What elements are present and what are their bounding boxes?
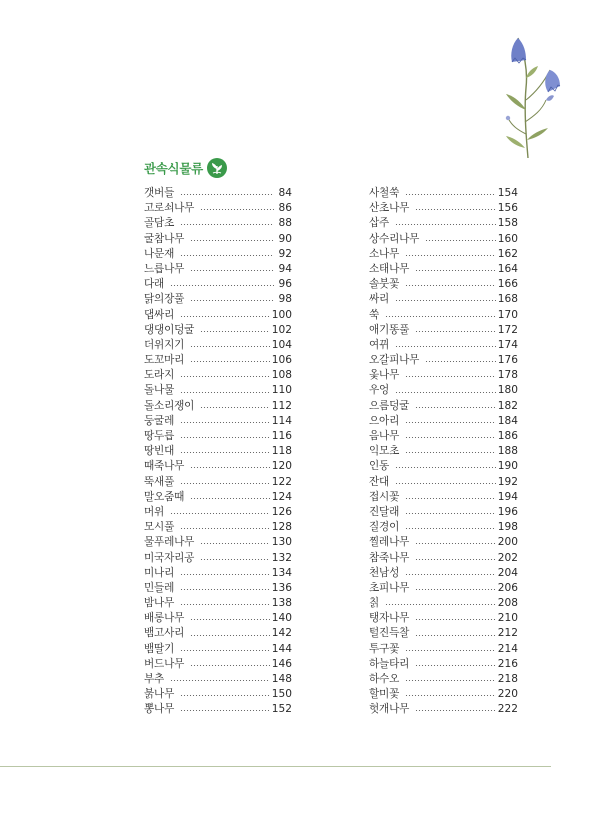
toc-entry[interactable] bbox=[144, 672, 292, 687]
dot-leader bbox=[190, 346, 270, 347]
toc-entry-page: 84 bbox=[278, 187, 292, 199]
toc-entry[interactable] bbox=[144, 201, 292, 216]
toc-entry[interactable] bbox=[144, 308, 292, 323]
dot-leader bbox=[405, 695, 496, 696]
toc-entry[interactable] bbox=[144, 262, 292, 277]
toc-entry[interactable] bbox=[369, 672, 518, 687]
dot-leader bbox=[180, 528, 270, 529]
toc-entry-page: 214 bbox=[497, 642, 518, 655]
toc-entry-page: 200 bbox=[497, 536, 518, 549]
toc-entry[interactable] bbox=[144, 247, 292, 262]
dot-leader bbox=[395, 346, 496, 347]
toc-entry-name: 하늘타리 bbox=[369, 657, 410, 670]
toc-entry-page: 122 bbox=[271, 475, 292, 488]
toc-entry[interactable] bbox=[369, 201, 518, 216]
toc-entry-name: 상수리나무 bbox=[369, 232, 420, 245]
dot-leader bbox=[190, 361, 270, 362]
toc-entry[interactable] bbox=[144, 520, 292, 535]
toc-entry-name: 물푸레나무 bbox=[144, 536, 195, 549]
toc-entry-page: 118 bbox=[271, 445, 292, 458]
toc-entry-name: 음나무 bbox=[369, 430, 400, 442]
dot-leader bbox=[200, 407, 270, 408]
dot-leader bbox=[190, 665, 270, 666]
toc-entry-page: 134 bbox=[271, 566, 292, 579]
toc-entry-page: 160 bbox=[497, 232, 518, 245]
toc-entry[interactable] bbox=[369, 535, 518, 550]
toc-entry[interactable] bbox=[369, 338, 518, 353]
toc-entry-page: 216 bbox=[497, 657, 518, 670]
toc-entry[interactable] bbox=[369, 520, 518, 535]
dot-leader bbox=[415, 619, 496, 620]
dot-leader bbox=[190, 467, 270, 468]
toc-entry-page: 88 bbox=[278, 217, 292, 230]
toc-column-right bbox=[369, 186, 518, 718]
toc-entry[interactable] bbox=[144, 687, 292, 702]
toc-entry-page: 198 bbox=[497, 521, 518, 534]
toc-entry-page: 94 bbox=[278, 262, 292, 275]
toc-entry[interactable] bbox=[144, 505, 292, 520]
dot-leader bbox=[415, 209, 496, 210]
toc-entry-name: 둥굴레 bbox=[144, 414, 175, 427]
toc-entry[interactable] bbox=[369, 216, 518, 231]
toc-entry-name: 산초나무 bbox=[369, 202, 410, 215]
dot-leader bbox=[405, 452, 496, 453]
dot-leader bbox=[200, 331, 270, 332]
toc-entry-name: 뱀딸기 bbox=[144, 642, 175, 655]
dot-leader bbox=[425, 240, 496, 241]
toc-entry[interactable] bbox=[369, 687, 518, 702]
dot-leader bbox=[180, 695, 270, 696]
footer-divider bbox=[0, 766, 551, 767]
toc-entry-name: 나문재 bbox=[144, 247, 175, 260]
toc-entry-name: 때죽나무 bbox=[144, 460, 185, 473]
toc-entry-page: 120 bbox=[271, 460, 292, 473]
toc-entry-page: 180 bbox=[497, 384, 518, 397]
dot-leader bbox=[180, 316, 270, 317]
toc-entry[interactable] bbox=[144, 399, 292, 414]
toc-entry-name: 접시꽃 bbox=[369, 490, 400, 503]
toc-entry-name: 부추 bbox=[144, 673, 165, 685]
toc-entry[interactable] bbox=[369, 247, 518, 262]
toc-entry[interactable] bbox=[369, 596, 518, 611]
toc-entry-page: 90 bbox=[278, 232, 292, 245]
dot-leader bbox=[180, 376, 270, 377]
toc-entry-name: 으아리 bbox=[369, 414, 400, 427]
dot-leader bbox=[180, 589, 270, 590]
dot-leader bbox=[415, 407, 496, 408]
toc-entry[interactable] bbox=[369, 308, 518, 323]
toc-entry-name: 다래 bbox=[144, 278, 165, 291]
toc-entry[interactable] bbox=[144, 642, 292, 657]
toc-entry-page: 196 bbox=[497, 505, 518, 518]
toc-entry-page: 172 bbox=[497, 323, 518, 336]
dot-leader bbox=[190, 498, 270, 499]
dot-leader bbox=[405, 437, 496, 438]
toc-entry[interactable] bbox=[369, 626, 518, 641]
toc-entry[interactable] bbox=[144, 186, 292, 201]
toc-entry-page: 154 bbox=[497, 187, 518, 199]
dot-leader bbox=[170, 285, 274, 286]
toc-entry-name: 소나무 bbox=[369, 247, 400, 260]
toc-entry[interactable] bbox=[144, 338, 292, 353]
toc-entry-page: 152 bbox=[271, 703, 292, 716]
toc-entry[interactable] bbox=[369, 232, 518, 247]
toc-entry-name: 진달래 bbox=[369, 505, 400, 518]
toc-entry-name: 미국자리공 bbox=[144, 551, 195, 564]
toc-entry[interactable] bbox=[144, 277, 292, 292]
dot-leader bbox=[405, 422, 496, 423]
toc-entry-page: 174 bbox=[497, 338, 518, 351]
dot-leader bbox=[415, 331, 496, 332]
dot-leader bbox=[180, 392, 270, 393]
toc-entry-name: 옻나무 bbox=[369, 369, 400, 382]
toc-entry-name: 골담초 bbox=[144, 217, 175, 230]
toc-entry-name: 배롱나무 bbox=[144, 612, 185, 625]
toc-entry-page: 100 bbox=[271, 308, 292, 321]
toc-entry-page: 130 bbox=[271, 536, 292, 549]
toc-entry-page: 186 bbox=[497, 430, 518, 442]
dot-leader bbox=[415, 543, 496, 544]
toc-entry-name: 댑싸리 bbox=[144, 308, 175, 321]
leaf-icon bbox=[207, 158, 227, 178]
toc-entry[interactable] bbox=[369, 186, 518, 201]
toc-entry-page: 146 bbox=[271, 657, 292, 670]
dot-leader bbox=[415, 270, 496, 271]
toc-entry-name: 여뀌 bbox=[369, 338, 390, 351]
toc-entry-name: 붉나무 bbox=[144, 688, 175, 701]
dot-leader bbox=[385, 604, 496, 605]
toc-entry[interactable] bbox=[144, 551, 292, 566]
dot-leader bbox=[415, 635, 496, 636]
dot-leader bbox=[180, 650, 270, 651]
toc-entry[interactable] bbox=[144, 459, 292, 474]
dot-leader bbox=[395, 224, 496, 225]
toc-entry-name: 애기똥풀 bbox=[369, 323, 410, 336]
toc-entry-page: 132 bbox=[271, 551, 292, 564]
toc-entry[interactable] bbox=[369, 414, 518, 429]
toc-entry[interactable] bbox=[144, 490, 292, 505]
toc-entry[interactable] bbox=[144, 444, 292, 459]
dot-leader bbox=[180, 255, 274, 256]
dot-leader bbox=[190, 240, 274, 241]
toc-entry-page: 106 bbox=[271, 354, 292, 367]
toc-entry-page: 184 bbox=[497, 414, 518, 427]
toc-entry-name: 소태나무 bbox=[369, 262, 410, 275]
toc-entry[interactable] bbox=[369, 611, 518, 626]
dot-leader bbox=[190, 270, 274, 271]
toc-entry[interactable] bbox=[144, 353, 292, 368]
toc-entry-page: 194 bbox=[497, 490, 518, 503]
toc-entry-page: 170 bbox=[497, 308, 518, 321]
toc-entry[interactable] bbox=[369, 399, 518, 414]
toc-entry-name: 하수오 bbox=[369, 673, 400, 685]
toc-entry-page: 156 bbox=[497, 202, 518, 215]
toc-entry-page: 218 bbox=[497, 673, 518, 685]
dot-leader bbox=[415, 589, 496, 590]
toc-entry-page: 104 bbox=[271, 338, 292, 351]
toc-entry[interactable] bbox=[144, 383, 292, 398]
section-title: 관속식물류 bbox=[144, 161, 203, 176]
toc-entry[interactable] bbox=[369, 368, 518, 383]
toc-entry-name: 고로쇠나무 bbox=[144, 202, 195, 215]
toc-entry-name: 닭의장풀 bbox=[144, 293, 185, 306]
toc-entry-name: 도라지 bbox=[144, 369, 175, 382]
toc-entry-page: 208 bbox=[497, 597, 518, 610]
toc-entry-name: 느릅나무 bbox=[144, 262, 185, 275]
toc-entry-page: 124 bbox=[271, 490, 292, 503]
toc-entry-page: 92 bbox=[278, 247, 292, 260]
toc-entry[interactable] bbox=[369, 702, 518, 717]
toc-entry-page: 112 bbox=[271, 399, 292, 412]
toc-entry-page: 210 bbox=[497, 612, 518, 625]
dot-leader bbox=[395, 392, 496, 393]
toc-entry-page: 86 bbox=[278, 202, 292, 215]
dot-leader bbox=[180, 483, 270, 484]
toc-entry[interactable] bbox=[369, 642, 518, 657]
toc-entry-page: 148 bbox=[271, 673, 292, 685]
toc-entry-name: 털진득찰 bbox=[369, 627, 410, 640]
dot-leader bbox=[405, 376, 496, 377]
toc-entry-name: 쑥 bbox=[369, 308, 380, 321]
toc-entry[interactable] bbox=[144, 626, 292, 641]
toc-entry[interactable] bbox=[144, 429, 292, 444]
dot-leader bbox=[415, 559, 496, 560]
toc-entry-page: 140 bbox=[271, 612, 292, 625]
toc-entry-name: 솔붓꽃 bbox=[369, 278, 400, 291]
toc-entry[interactable] bbox=[369, 323, 518, 338]
toc-entry-name: 질경이 bbox=[369, 521, 400, 534]
toc-entry[interactable] bbox=[144, 323, 292, 338]
dot-leader bbox=[190, 635, 270, 636]
toc-entry[interactable] bbox=[144, 581, 292, 596]
dot-leader bbox=[405, 680, 496, 681]
dot-leader bbox=[405, 513, 496, 514]
dot-leader bbox=[415, 665, 496, 666]
toc-entry-name: 말오줌때 bbox=[144, 490, 185, 503]
toc-entry-name: 초피나무 bbox=[369, 581, 410, 594]
toc-entry-name: 삽주 bbox=[369, 217, 390, 230]
toc-entry-name: 으름덩굴 bbox=[369, 399, 410, 412]
dot-leader bbox=[415, 710, 496, 711]
toc-entry[interactable] bbox=[369, 292, 518, 307]
toc-entry-name: 할미꽃 bbox=[369, 688, 400, 701]
toc-entry-page: 102 bbox=[271, 323, 292, 336]
dot-leader bbox=[180, 224, 274, 225]
toc-entry-name: 헛개나무 bbox=[369, 703, 410, 716]
toc-entry-page: 168 bbox=[497, 293, 518, 306]
toc-entry[interactable] bbox=[144, 292, 292, 307]
toc-entry-page: 128 bbox=[271, 521, 292, 534]
toc-entry-name: 도꼬마리 bbox=[144, 354, 185, 367]
dot-leader bbox=[180, 437, 270, 438]
toc-entry-name: 버드나무 bbox=[144, 657, 185, 670]
toc-entry-page: 96 bbox=[278, 278, 292, 291]
toc-entry-page: 116 bbox=[271, 430, 292, 442]
toc-entry[interactable] bbox=[369, 566, 518, 581]
toc-entry-page: 110 bbox=[271, 384, 292, 397]
toc-entry-name: 갯버들 bbox=[144, 187, 175, 199]
toc-entry-page: 164 bbox=[497, 262, 518, 275]
dot-leader bbox=[405, 255, 496, 256]
toc-entry-page: 138 bbox=[271, 597, 292, 610]
toc-entry-page: 114 bbox=[271, 414, 292, 427]
toc-entry-page: 162 bbox=[497, 247, 518, 260]
toc-entry-name: 탱자나무 bbox=[369, 612, 410, 625]
toc-entry[interactable] bbox=[144, 657, 292, 672]
toc-entry[interactable] bbox=[144, 216, 292, 231]
dot-leader bbox=[180, 574, 270, 575]
toc-entry-name: 잔대 bbox=[369, 475, 390, 488]
dot-leader bbox=[405, 498, 496, 499]
toc-entry-name: 뚝새풀 bbox=[144, 475, 175, 488]
toc-entry[interactable] bbox=[144, 596, 292, 611]
toc-entry-name: 익모초 bbox=[369, 445, 400, 458]
toc-entry-page: 190 bbox=[497, 460, 518, 473]
toc-entry-page: 204 bbox=[497, 566, 518, 579]
toc-entry-name: 싸리 bbox=[369, 293, 390, 306]
dot-leader bbox=[405, 650, 496, 651]
bellflower-illustration bbox=[488, 30, 568, 160]
toc-entry[interactable] bbox=[369, 444, 518, 459]
toc-entry-name: 참죽나무 bbox=[369, 551, 410, 564]
toc-entry-page: 98 bbox=[278, 293, 292, 306]
toc-entry-page: 192 bbox=[497, 475, 518, 488]
toc-entry-page: 222 bbox=[497, 703, 518, 716]
toc-entry-name: 인동 bbox=[369, 460, 390, 473]
toc-entry-name: 사철쑥 bbox=[369, 187, 400, 199]
toc-entry-page: 206 bbox=[497, 581, 518, 594]
toc-entry[interactable] bbox=[369, 657, 518, 672]
toc-entry[interactable] bbox=[369, 490, 518, 505]
toc-entry-name: 모시풀 bbox=[144, 521, 175, 534]
toc-entry[interactable] bbox=[369, 383, 518, 398]
toc-entry[interactable] bbox=[369, 353, 518, 368]
dot-leader bbox=[395, 467, 496, 468]
dot-leader bbox=[170, 513, 270, 514]
toc-entry-page: 188 bbox=[497, 445, 518, 458]
toc-entry[interactable] bbox=[369, 277, 518, 292]
toc-entry-name: 오갈피나무 bbox=[369, 354, 420, 367]
toc-entry[interactable] bbox=[369, 581, 518, 596]
toc-entry-name: 머위 bbox=[144, 505, 165, 518]
dot-leader bbox=[405, 285, 496, 286]
dot-leader bbox=[180, 452, 270, 453]
toc-entry-page: 202 bbox=[497, 551, 518, 564]
toc-entry-name: 투구꽃 bbox=[369, 642, 400, 655]
toc-entry-page: 178 bbox=[497, 369, 518, 382]
toc-entry-name: 미나리 bbox=[144, 566, 175, 579]
toc-entry-name: 땅두릅 bbox=[144, 430, 175, 442]
dot-leader bbox=[180, 422, 270, 423]
toc-entry-name: 밤나무 bbox=[144, 597, 175, 610]
toc-entry[interactable] bbox=[144, 232, 292, 247]
toc-entry-page: 166 bbox=[497, 278, 518, 291]
toc-entry-name: 돌나물 bbox=[144, 384, 175, 397]
toc-entry[interactable] bbox=[144, 475, 292, 490]
toc-entry-page: 176 bbox=[497, 354, 518, 367]
toc-entry-page: 220 bbox=[497, 688, 518, 701]
toc-entry[interactable] bbox=[144, 414, 292, 429]
dot-leader bbox=[405, 528, 496, 529]
dot-leader bbox=[395, 300, 496, 301]
toc-entry[interactable] bbox=[369, 429, 518, 444]
dot-leader bbox=[425, 361, 496, 362]
toc-entry[interactable] bbox=[144, 535, 292, 550]
toc-entry[interactable] bbox=[369, 475, 518, 490]
toc-entry-name: 더위지기 bbox=[144, 338, 185, 351]
dot-leader bbox=[170, 680, 270, 681]
toc-entry-page: 142 bbox=[271, 627, 292, 640]
toc-entry[interactable] bbox=[369, 551, 518, 566]
toc-entry-name: 댕댕이덩굴 bbox=[144, 323, 195, 336]
toc-entry-name: 찔레나무 bbox=[369, 536, 410, 549]
dot-leader bbox=[180, 604, 270, 605]
toc-entry[interactable] bbox=[144, 368, 292, 383]
toc-entry-name: 굴참나무 bbox=[144, 232, 185, 245]
toc-entry-name: 돌소리쟁이 bbox=[144, 399, 195, 412]
dot-leader bbox=[180, 194, 274, 195]
toc-entry-name: 칡 bbox=[369, 597, 380, 610]
toc-entry[interactable] bbox=[144, 611, 292, 626]
dot-leader bbox=[190, 619, 270, 620]
toc-entry-page: 108 bbox=[271, 369, 292, 382]
toc-entry-name: 뱀고사리 bbox=[144, 627, 185, 640]
toc-entry[interactable] bbox=[369, 505, 518, 520]
toc-entry-page: 212 bbox=[497, 627, 518, 640]
dot-leader bbox=[190, 300, 274, 301]
toc-entry-page: 126 bbox=[271, 505, 292, 518]
toc-entry-name: 땅빈대 bbox=[144, 445, 175, 458]
toc-entry-page: 150 bbox=[271, 688, 292, 701]
dot-leader bbox=[395, 483, 496, 484]
toc-entry-page: 136 bbox=[271, 581, 292, 594]
dot-leader bbox=[405, 194, 496, 195]
toc-entry-page: 144 bbox=[271, 642, 292, 655]
dot-leader bbox=[180, 710, 270, 711]
toc-entry-name: 뽕나무 bbox=[144, 703, 175, 716]
toc-entry-name: 민들레 bbox=[144, 581, 175, 594]
toc-entry-page: 182 bbox=[497, 399, 518, 412]
toc-entry[interactable] bbox=[144, 566, 292, 581]
toc-entry[interactable] bbox=[369, 459, 518, 474]
toc-entry[interactable] bbox=[369, 262, 518, 277]
dot-leader bbox=[200, 559, 270, 560]
toc-entry-name: 우엉 bbox=[369, 384, 390, 397]
toc-entry-page: 158 bbox=[497, 217, 518, 230]
toc-entry-name: 천남성 bbox=[369, 566, 400, 579]
dot-leader bbox=[200, 543, 270, 544]
dot-leader bbox=[385, 316, 496, 317]
toc-column-left bbox=[144, 186, 292, 718]
dot-leader bbox=[405, 574, 496, 575]
toc-entry[interactable] bbox=[144, 702, 292, 717]
section-heading bbox=[144, 158, 227, 178]
dot-leader bbox=[200, 209, 274, 210]
